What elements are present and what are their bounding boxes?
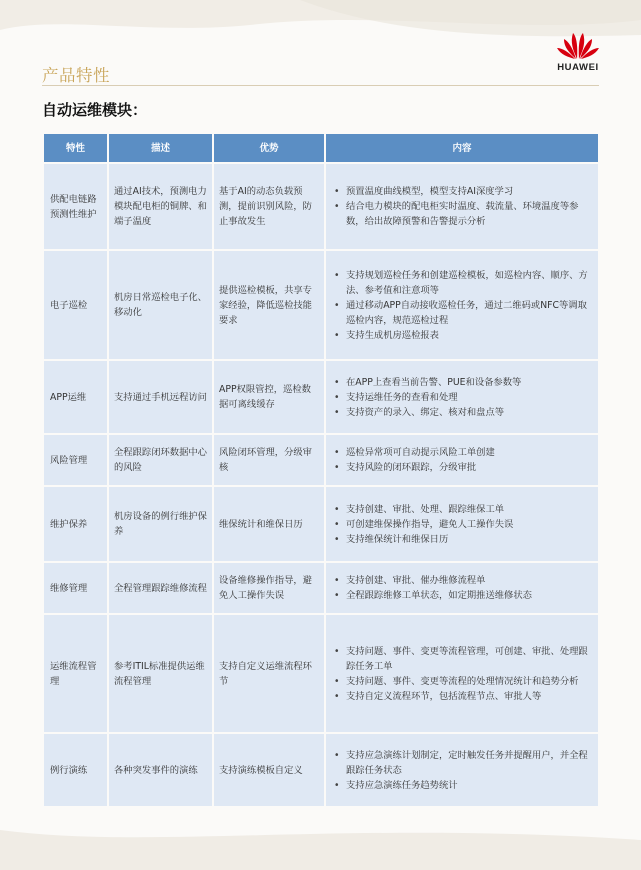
section-title: 产品特性 <box>42 66 110 85</box>
content-cell <box>326 251 598 359</box>
description-cell: 支持通过手机远程访问 <box>109 361 212 433</box>
advantage-cell: 提供巡检模板，共享专家经验，降低巡检技能要求 <box>214 251 324 359</box>
table-row <box>44 734 598 806</box>
content-item: • 支持创建、审批、处理、跟踪维保工单 <box>332 502 594 517</box>
content-item: • 支持应急演练任务趋势统计 <box>332 778 594 793</box>
content-cell <box>326 734 598 806</box>
header-feature: 特性 <box>44 134 107 162</box>
content-item: • 可创建维保操作指导，避免人工操作失误 <box>332 517 594 532</box>
description-cell: 参考ITIL标准提供运维流程管理 <box>109 615 212 732</box>
content-cell <box>326 435 598 485</box>
advantage-cell: APP权限管控，巡检数据可离线缓存 <box>214 361 324 433</box>
advantage-cell: 维保统计和维保日历 <box>214 487 324 561</box>
header-advantage: 优势 <box>214 134 324 162</box>
table-row <box>44 563 598 613</box>
content-item: • 支持规划巡检任务和创建巡检模板，如巡检内容、顺序、方法、参考值和注意项等 <box>332 268 594 298</box>
feature-cell: APP运维 <box>44 361 107 433</box>
advantage-cell: 支持演练模板自定义 <box>214 734 324 806</box>
advantage-cell: 风险闭环管理，分级审核 <box>214 435 324 485</box>
logo-text: HUAWEI <box>557 62 599 73</box>
description-cell: 全程管理跟踪维修流程 <box>109 563 212 613</box>
content-item: • 全程跟踪维修工单状态，如定期推送维修状态 <box>332 588 594 603</box>
content-item: • 支持运维任务的查看和处理 <box>332 390 594 405</box>
feature-cell: 电子巡检 <box>44 251 107 359</box>
content-item: • 支持资产的录入、绑定、核对和盘点等 <box>332 405 594 420</box>
content-item: • 支持自定义流程环节，包括流程节点、审批人等 <box>332 689 594 704</box>
content-item: • 支持问题、事件、变更等流程管理，可创建、审批、处理跟踪任务工单 <box>332 644 594 674</box>
table-header-row <box>44 134 598 162</box>
table-row <box>44 164 598 249</box>
feature-cell: 维护保养 <box>44 487 107 561</box>
feature-table <box>42 132 600 808</box>
header-content: 内容 <box>326 134 598 162</box>
content-cell <box>326 487 598 561</box>
description-cell: 各种突发事件的演练 <box>109 734 212 806</box>
description-cell: 机房日常巡检电子化、移动化 <box>109 251 212 359</box>
content-item: • 支持生成机房巡检报表 <box>332 328 594 343</box>
content-item: • 通过移动APP自动接收巡检任务，通过二维码或NFC等调取巡检内容，规范巡检过程 <box>332 298 594 328</box>
content-cell <box>326 164 598 249</box>
description-cell: 全程跟踪闭环数据中心的风险 <box>109 435 212 485</box>
content-item: • 在APP上查看当前告警、PUE和设备参数等 <box>332 375 594 390</box>
feature-cell: 运维流程管理 <box>44 615 107 732</box>
table-row <box>44 435 598 485</box>
feature-cell: 供配电链路预测性维护 <box>44 164 107 249</box>
content-item: • 支持风险的闭环跟踪，分级审批 <box>332 460 594 475</box>
huawei-flower-icon <box>556 30 600 60</box>
content-item: • 支持创建、审批、催办维修流程单 <box>332 573 594 588</box>
table-row <box>44 361 598 433</box>
content-cell <box>326 563 598 613</box>
content-item: • 巡检异常项可自动提示风险工单创建 <box>332 445 594 460</box>
huawei-logo <box>552 30 604 80</box>
content-cell <box>326 361 598 433</box>
content-item: • 支持应急演练计划制定，定时触发任务并提醒用户，并全程跟踪任务状态 <box>332 748 594 778</box>
feature-cell: 维修管理 <box>44 563 107 613</box>
table-row <box>44 251 598 359</box>
advantage-cell: 基于AI的动态负载预测，提前识别风险，防止事故发生 <box>214 164 324 249</box>
title-divider <box>42 85 599 86</box>
table-row <box>44 487 598 561</box>
table-row <box>44 615 598 732</box>
advantage-cell: 支持自定义运维流程环节 <box>214 615 324 732</box>
content-item: • 结合电力模块的配电柜实时温度、载流量、环境温度等参数，给出故障预警和告警提示分析 <box>332 199 594 229</box>
feature-cell: 例行演练 <box>44 734 107 806</box>
content-item: • 支持维保统计和维保日历 <box>332 532 594 547</box>
module-title: 自动运维模块： <box>42 101 148 119</box>
content-item: • 预置温度曲线模型，模型支持AI深度学习 <box>332 184 594 199</box>
content-item: • 支持问题、事件、变更等流程的处理情况统计和趋势分析 <box>332 674 594 689</box>
header-description: 描述 <box>109 134 212 162</box>
content-cell <box>326 615 598 732</box>
description-cell: 机房设备的例行维护保养 <box>109 487 212 561</box>
feature-cell: 风险管理 <box>44 435 107 485</box>
advantage-cell: 设备维修操作指导，避免人工操作失误 <box>214 563 324 613</box>
description-cell: 通过AI技术，预测电力模块配电柜的铜牌、和端子温度 <box>109 164 212 249</box>
